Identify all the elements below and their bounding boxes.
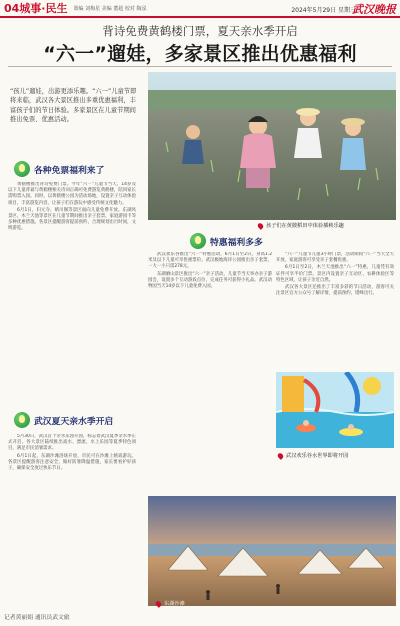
- paragraph: 东湖磨山景区推出“六一”亲子活动，儿童节当天举办亲子游园会，设置多个互动游戏点位，完成任务可获得小礼品。武汉动物园当天14岁以下儿童免费入园。: [148, 271, 272, 290]
- cartoon-mascot-icon: [14, 161, 30, 177]
- paragraph: 5月30日，武汉首个亲水乐园开园，标志着武汉夏季亲水季正式开启。各大景区陆续推出戏水、漂流、水上乐园等夏季特色项目，满足市民消暑需求。: [8, 434, 136, 452]
- editor-credits: 策编 刘梅星 美编 董超 校对 陶泓: [73, 5, 147, 12]
- section-title: 特惠福利多多: [210, 237, 263, 248]
- paragraph: 黄鹤楼推出背诗免费门票。今年“六一”儿童节当天，14岁及以下儿童背诵与黄鹤楼相关诗词正确可免费游览黄鹤楼，陪同家长需购票入园。同时，以黄鹤楼公园为活动场地，设置亲子互动体验项目，丰富游览内容，让孩子们在游玩中感受传统文化魅力。: [8, 182, 136, 206]
- paragraph: 武汉欢乐谷推出“六一”特惠活动，6月1日至2日，身高1.2米及以下儿童可享优惠票价。武汉极地海洋公园推出亲子套票，一大一小只需278元。: [148, 252, 272, 270]
- paragraph: 武汉各大景区还推出了丰富多彩的节日活动，游客可关注景区官方公众号了解详情，提前预约，错峰出行。: [276, 285, 394, 297]
- newspaper-logo: 武汉晚报: [352, 3, 396, 16]
- location-pin-icon: [155, 600, 163, 608]
- paragraph: 6月1日起，东湖沙滩浴场开放，市民可在沙滩上嬉戏游玩。各景区提醒游客注意安全，做好防暑降温措施，家长要看护好孩子，确保安全度过快乐节日。: [8, 453, 136, 472]
- paragraph: “六一”儿童节儿童3小时门票，活动期间“六一”当天全天开放，家庭游客可享受亲子套餐优惠。: [276, 252, 394, 264]
- intro-paragraph: “孩儿”遛娃，出游更添乐趣。“六一”儿童节即将来临，武汉各大景区推出多重优惠福利，丰富孩子们的节日体验。多家景区在儿童节期间推出免票、优惠活动。: [10, 88, 137, 123]
- headline-divider: [8, 66, 392, 67]
- paragraph: 6月1日至2日，木兰天池推出“六一”特惠，儿童凭有效证件可享半价门票。景区内设置亲子互动区、农耕体验区等特色区域，让孩子亲近自然。: [276, 265, 394, 283]
- article-column-4: [276, 252, 394, 368]
- article-column-1: [8, 182, 136, 390]
- water-park-photo: [276, 372, 394, 448]
- section-heading-water-season: [14, 412, 113, 428]
- caption-text: 武汉欢乐谷水世界即将开园: [286, 453, 349, 459]
- issue-date: 2024年5月29日 星期三: [291, 7, 356, 14]
- paragraph: 6月1日，归元寺、晴川阁等景区面向儿童免费开放。东湖风景区、木兰天池等景区在儿童节期间推出亲子套票、家庭游园卡等多种优惠措施。各景区提醒游客提前预约，合理规划出行时间，文明游览。: [8, 207, 136, 232]
- location-pin-icon: [277, 452, 285, 460]
- photo-caption-2: [278, 452, 348, 459]
- cartoon-mascot-icon: [14, 412, 30, 428]
- beach-sunset-photo: [148, 496, 396, 606]
- photo-caption-3: [156, 600, 185, 607]
- main-headline: “六一”遛娃，多家景区推出优惠福利: [43, 43, 357, 65]
- section-title: 武汉夏天亲水季开启: [34, 416, 114, 427]
- author-credit: 记者黄丽娟 通讯员武文旅: [4, 615, 70, 621]
- caption-text: 孩子们在黄陂稻田中体验插秧乐趣: [266, 223, 344, 229]
- section-title: 各种免票福利来了: [34, 165, 105, 176]
- section-label: 04城事·民生: [4, 2, 68, 15]
- article-column-2: [148, 252, 272, 498]
- cartoon-mascot-icon: [190, 233, 206, 249]
- masthead: [0, 0, 400, 18]
- article-column-3: [8, 434, 136, 604]
- kicker-headline: 背诗免费黄鹤楼门票，夏天亲水季开启: [102, 24, 298, 38]
- section-heading-special-offers: [190, 233, 263, 249]
- location-pin-icon: [257, 222, 265, 230]
- section-heading-free-tickets: [14, 161, 104, 177]
- rice-paddy-photo: [148, 72, 396, 220]
- caption-text: 东湖沙滩: [164, 601, 185, 607]
- photo-caption-1: [258, 222, 344, 229]
